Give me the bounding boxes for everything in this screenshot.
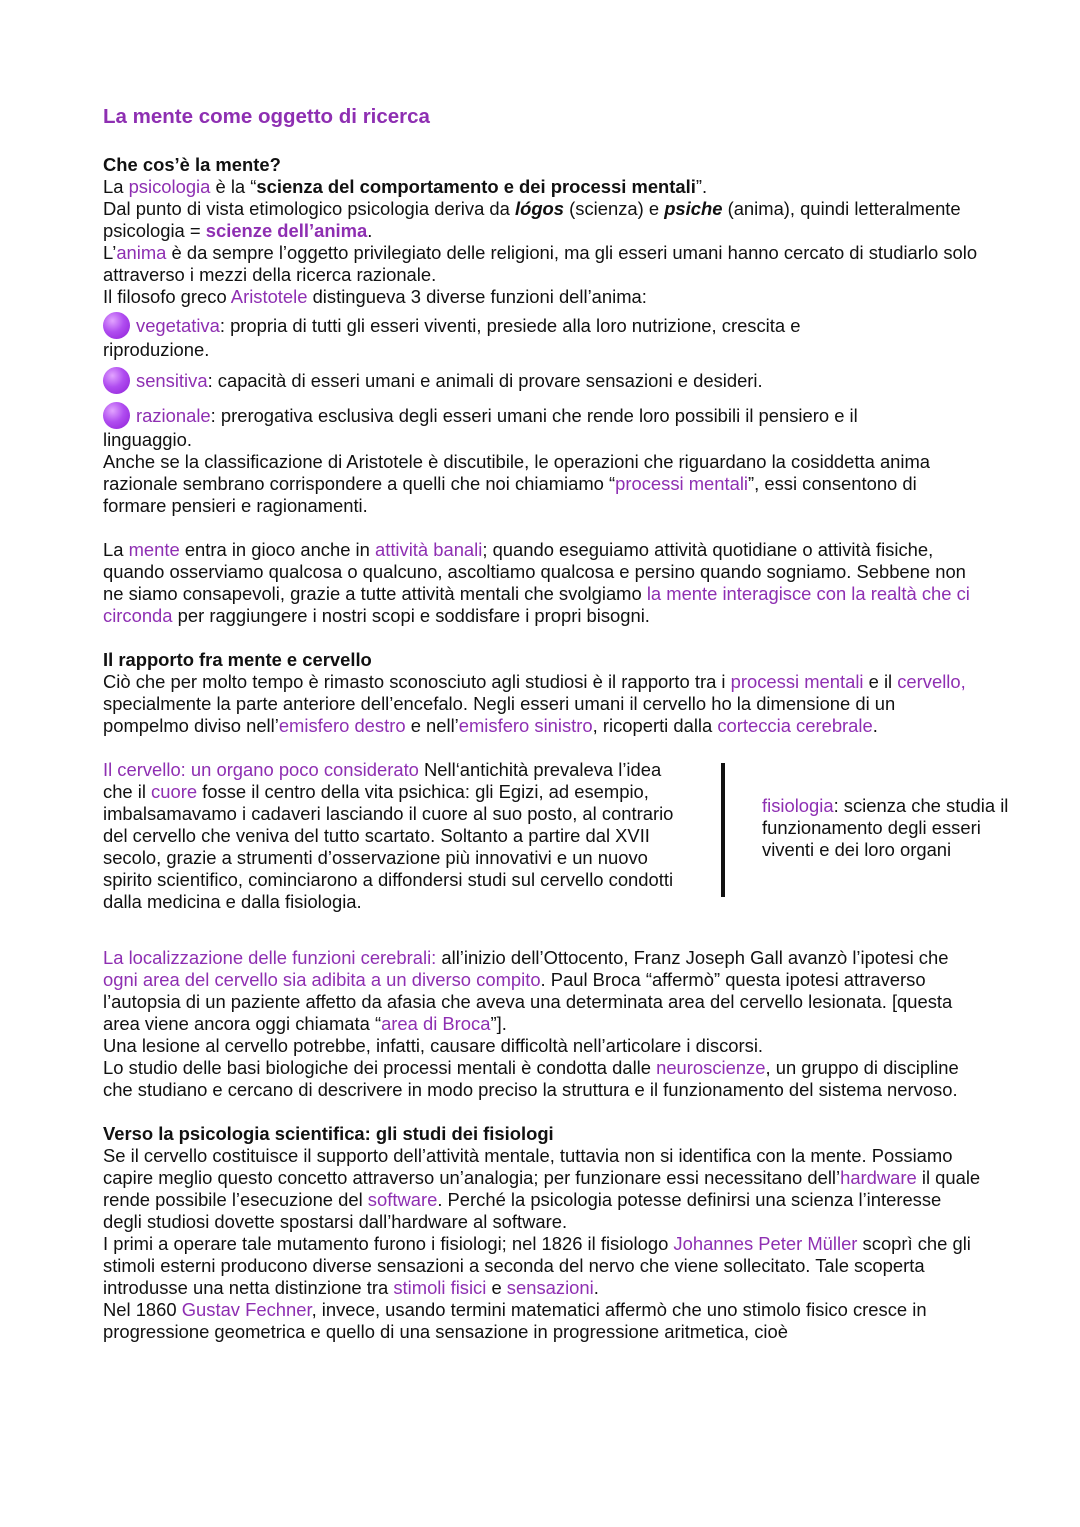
side-note: fisiologia: scienza che studia il funzionamento degli esseri viventi e dei loro organi [762,795,1009,860]
purple-circle-icon [103,312,130,339]
paragraph: La psicologia è la “scienza del comportamento e dei processi mentali”. [103,176,708,197]
paragraph: L’anima è da sempre l’oggetto privilegiato delle religioni, ma gli esseri umani hanno cercato di studiarlo solo attraverso i mezzi della ricerca razionale. [103,242,978,285]
page-title: La mente come oggetto di ricerca [103,105,430,128]
vertical-divider [721,763,725,897]
purple-circle-icon [103,367,130,394]
section-heading-physiologists: Verso la psicologia scientifica: gli studi dei fisiologi [103,1123,554,1144]
list-item: vegetativa: propria di tutti gli esseri viventi, presiede alla loro nutrizione, crescita e [103,312,983,339]
list-item: razionale: prerogativa esclusiva degli esseri umani che rende loro possibili il pensiero e il [103,402,983,429]
paragraph: Nel 1860 Gustav Fechner, invece, usando termini matematici affermò che uno stimolo fisico cresce in progressione geometrica e quello di una sensazione in progressione aritmetica, cioè [103,1299,927,1342]
list-item-continuation: linguaggio. [103,429,192,450]
section-heading-brain: Il rapporto fra mente e cervello [103,649,372,670]
list-item: sensitiva: capacità di esseri umani e animali di provare sensazioni e desideri. [103,367,983,394]
paragraph: I primi a operare tale mutamento furono i fisiologi; nel 1826 il fisiologo Johannes Peter Müller scoprì che gli stimoli esterni producono diverse sensazioni a seconda del nervo che viene sollecitato. Tale scoperta introdusse una netta distinzione tra stimoli fisici e sensazioni. [103,1233,971,1298]
paragraph: Una lesione al cervello potrebbe, infatti, causare difficoltà nell’articolare i discorsi. [103,1035,764,1056]
paragraph: Dal punto di vista etimologico psicologia deriva da lógos (scienza) e psiche (anima), quindi letteralmente psicologia = scienze dell’anima. [103,198,961,241]
paragraph: Lo studio delle basi biologiche dei processi mentali è condotta dalle neuroscienze, un gruppo di discipline che studiano e cercano di descrivere in modo preciso la struttura e il funzionamento del sistema nervoso. [103,1057,959,1100]
paragraph: Il filosofo greco Aristotele distingueva 3 diverse funzioni dell’anima: [103,286,647,307]
paragraph: Il cervello: un organo poco considerato Nell‘antichità prevaleva l’idea che il cuore fosse il centro della vita psichica: gli Egizi, ad esempio, imbalsamavamo i cadaveri lasciando il cuore al suo posto, al contrario del cervello che veniva del tutto scartato. Soltanto a partire dal XVII secolo, grazie a strumenti d’osservazione più innovativi e un nuovo spirito scientifico, cominciarono a diffondersi studi sul cervello condotti dalla medicina e dalla fisiologia. [103,759,674,912]
purple-circle-icon [103,402,130,429]
paragraph: Se il cervello costituisce il supporto dell’attività mentale, tuttavia non si identifica con la mente. Possiamo capire meglio questo concetto attraverso un’analogia; per funzionare essi necessitano dell’hardware il quale rende possibile l’esecuzione del software. Perché la psicologia potesse definirsi una scienza l’interesse degli studiosi dovette spostarsi dall’hardware al software. [103,1145,981,1232]
section-heading-mind: Che cos’è la mente? [103,154,281,175]
list-item-continuation: riproduzione. [103,339,210,360]
document-page [103,104,1009,1343]
paragraph: La localizzazione delle funzioni cerebrali: all’inizio dell’Ottocento, Franz Joseph Gall avanzò l’ipotesi che ogni area del cervello sia adibita a un diverso compito. Paul Broca “affermò” questa ipotesi attraverso l’autopsia di un paziente affetto da afasia che aveva una determinata area del cervello lesionata. [questa area viene ancora oggi chiamata “area di Broca”]. [103,947,953,1034]
paragraph: Anche se la classificazione di Aristotele è discutibile, le operazioni che riguardano la cosiddetta anima razionale sembrano corrispondere a quelli che noi chiamiamo “processi mentali”, essi consentono di formare pensieri e ragionamenti. [103,451,931,516]
two-column-block [103,759,1009,935]
paragraph: Ciò che per molto tempo è rimasto sconosciuto agli studiosi è il rapporto tra i processi mentali e il cervello, specialmente la parte anteriore dell’encefalo. Negli esseri umani il cervello ho la dimensione di un pompelmo diviso nell’emisfero destro e nell’emisfero sinistro, ricoperti dalla corteccia cerebrale. [103,671,966,736]
paragraph: La mente entra in gioco anche in attività banali; quando eseguiamo attività quotidiane o attività fisiche, quando osserviamo qualcosa o qualcuno, ascoltiamo qualcosa e persino quando sogniamo. Sebbene non ne siamo consapevoli, grazie a tutte attività mentali che svolgiamo la mente interagisce con la realtà che ci circonda per raggiungere i nostri scopi e soddisfare i propri bisogni. [103,539,970,626]
